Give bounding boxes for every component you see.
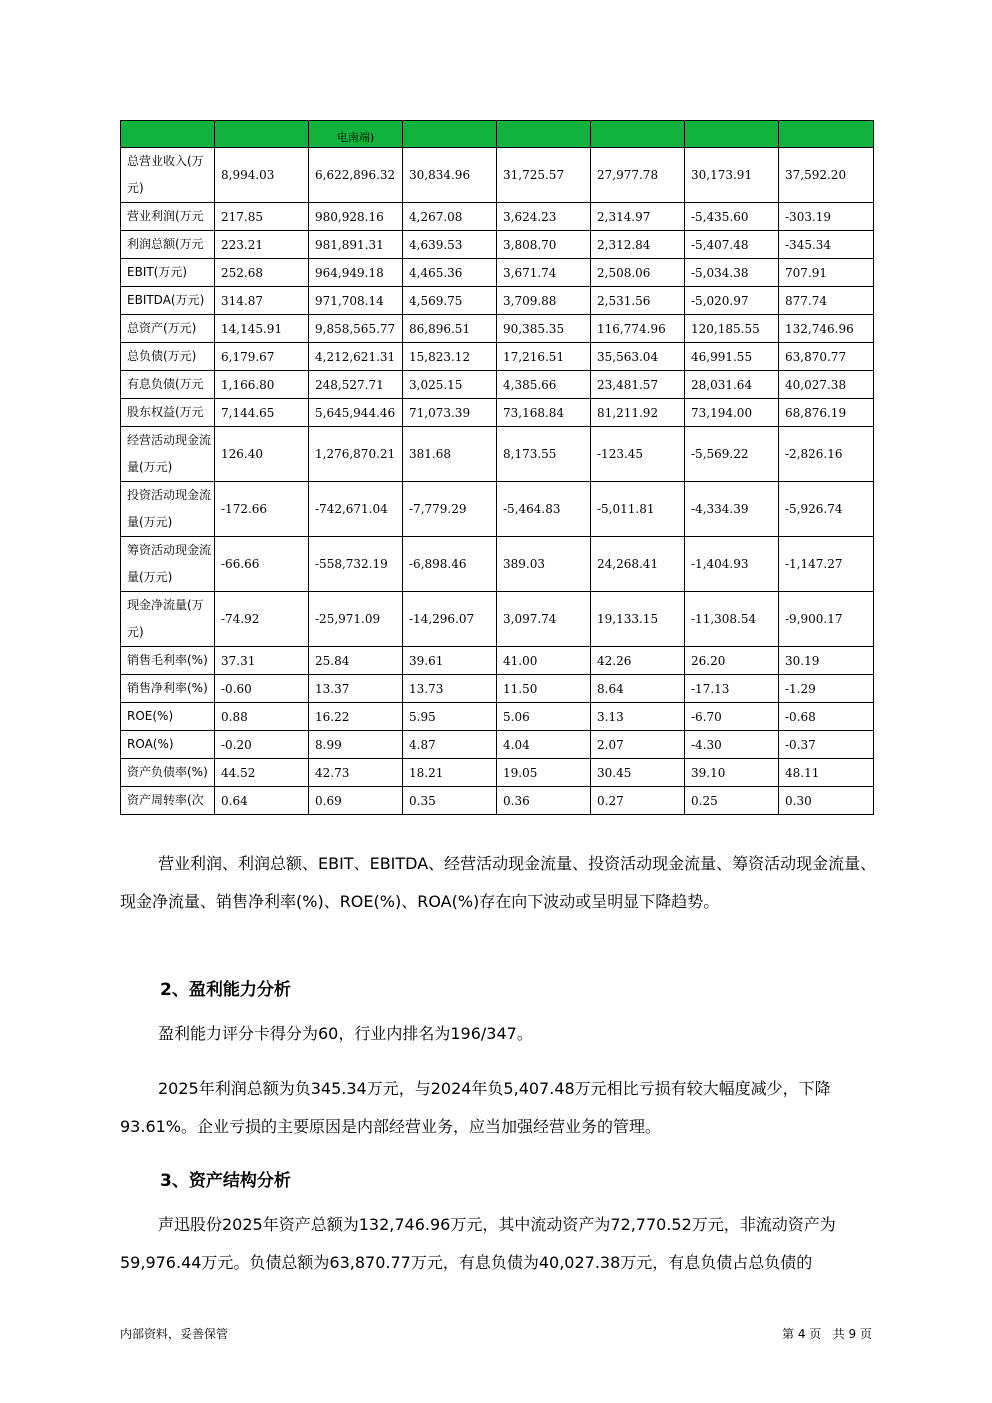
profit-paragraph: 2025年利润总额为负345.34万元，与2024年负5,407.48万元相比亏损有较大幅度减少，下降93.61%。企业亏损的主要原因是内部经营业务，应当加强经营业务的管理。	[120, 1079, 831, 1136]
table-cell: 42.73	[309, 759, 403, 787]
row-label: EBITDA(万元)	[121, 287, 215, 315]
header-cell	[215, 121, 309, 148]
table-cell: 25.84	[309, 647, 403, 675]
table-cell: 2,531.56	[591, 287, 685, 315]
table-cell: -303.19	[779, 203, 874, 231]
row-label: EBIT(万元)	[121, 259, 215, 287]
table-cell: 26.20	[685, 647, 779, 675]
table-cell: 0.25	[685, 787, 779, 815]
table-cell: -172.66	[215, 482, 309, 537]
table-cell: 19.05	[497, 759, 591, 787]
row-label: 筹资活动现金流量(万元)	[121, 537, 215, 592]
table-cell: -742,671.04	[309, 482, 403, 537]
table-cell: 42.26	[591, 647, 685, 675]
table-cell: 37,592.20	[779, 148, 874, 203]
table-row	[121, 537, 874, 592]
financial-table-body	[121, 121, 874, 815]
table-cell: -74.92	[215, 592, 309, 647]
table-cell: 63,870.77	[779, 343, 874, 371]
table-cell: 116,774.96	[591, 315, 685, 343]
table-cell: 248,527.71	[309, 371, 403, 399]
row-label: 股东权益(万元	[121, 399, 215, 427]
table-cell: 0.69	[309, 787, 403, 815]
table-cell: 46,991.55	[685, 343, 779, 371]
table-cell: 0.64	[215, 787, 309, 815]
table-cell: 11.50	[497, 675, 591, 703]
table-cell: 8.99	[309, 731, 403, 759]
table-cell: 7,144.65	[215, 399, 309, 427]
row-label: 总资产(万元)	[121, 315, 215, 343]
table-cell: 37.31	[215, 647, 309, 675]
row-label: ROA(%)	[121, 731, 215, 759]
table-cell: 73,194.00	[685, 399, 779, 427]
section-heading-profitability: 2、盈利能力分析	[160, 980, 291, 1000]
table-cell: -5,435.60	[685, 203, 779, 231]
table-cell: 8,994.03	[215, 148, 309, 203]
footer-page-number: 第 4 页 共 9 页	[782, 1327, 872, 1341]
table-cell: -0.37	[779, 731, 874, 759]
table-cell: 13.37	[309, 675, 403, 703]
table-cell: 30.19	[779, 647, 874, 675]
table-cell: -5,569.22	[685, 427, 779, 482]
table-cell: 0.88	[215, 703, 309, 731]
score-paragraph: 盈利能力评分卡得分为60，行业内排名为196/347。	[158, 1024, 533, 1043]
row-label: 投资活动现金流量(万元)	[121, 482, 215, 537]
table-cell: 2,508.06	[591, 259, 685, 287]
table-cell: 4,267.08	[403, 203, 497, 231]
table-cell: -123.45	[591, 427, 685, 482]
table-cell: -558,732.19	[309, 537, 403, 592]
table-row	[121, 343, 874, 371]
table-cell: -5,464.83	[497, 482, 591, 537]
table-cell: 4,385.66	[497, 371, 591, 399]
table-cell: 3,671.74	[497, 259, 591, 287]
table-cell: 877.74	[779, 287, 874, 315]
header-cell	[685, 121, 779, 148]
table-cell: 126.40	[215, 427, 309, 482]
table-cell: 4,465.36	[403, 259, 497, 287]
table-cell: 73,168.84	[497, 399, 591, 427]
table-cell: -4,334.39	[685, 482, 779, 537]
row-label: ROE(%)	[121, 703, 215, 731]
table-cell: 6,179.67	[215, 343, 309, 371]
table-cell: -6,898.46	[403, 537, 497, 592]
row-label: 营业利润(万元	[121, 203, 215, 231]
table-cell: 39.61	[403, 647, 497, 675]
table-cell: 41.00	[497, 647, 591, 675]
table-cell: 980,928.16	[309, 203, 403, 231]
table-cell: 3,624.23	[497, 203, 591, 231]
table-cell: -7,779.29	[403, 482, 497, 537]
table-cell: -11,308.54	[685, 592, 779, 647]
table-cell: -5,034.38	[685, 259, 779, 287]
table-cell: -5,407.48	[685, 231, 779, 259]
table-cell: 314.87	[215, 287, 309, 315]
section-heading-asset-structure: 3、资产结构分析	[160, 1171, 291, 1191]
table-cell: 3.13	[591, 703, 685, 731]
table-row	[121, 647, 874, 675]
summary-paragraph: 营业利润、利润总额、EBIT、EBITDA、经营活动现金流量、投资活动现金流量、筹资活动现金流量、现金净流量、销售净利率(%)、ROE(%)、ROA(%)存在向下波动或呈明显下降趋势。	[120, 854, 877, 911]
table-row	[121, 759, 874, 787]
row-label: 总营业收入(万元)	[121, 148, 215, 203]
row-label: 利润总额(万元	[121, 231, 215, 259]
table-cell: 132,746.96	[779, 315, 874, 343]
row-label: 经营活动现金流量(万元)	[121, 427, 215, 482]
table-row	[121, 399, 874, 427]
table-row	[121, 148, 874, 203]
table-cell: 4,569.75	[403, 287, 497, 315]
table-cell: 23,481.57	[591, 371, 685, 399]
table-cell: 24,268.41	[591, 537, 685, 592]
header-cell	[591, 121, 685, 148]
table-row	[121, 592, 874, 647]
table-cell: 4,212,621.31	[309, 343, 403, 371]
table-cell: 0.36	[497, 787, 591, 815]
table-cell: -25,971.09	[309, 592, 403, 647]
table-cell: -14,296.07	[403, 592, 497, 647]
table-cell: 964,949.18	[309, 259, 403, 287]
table-cell: -0.68	[779, 703, 874, 731]
footer-confidential-note: 内部资料，妥善保管	[120, 1327, 229, 1341]
table-cell: -0.60	[215, 675, 309, 703]
table-cell: 16.22	[309, 703, 403, 731]
table-cell: 8,173.55	[497, 427, 591, 482]
table-cell: 1,276,870.21	[309, 427, 403, 482]
table-cell: 19,133.15	[591, 592, 685, 647]
table-cell: 3,097.74	[497, 592, 591, 647]
table-cell: 2,314.97	[591, 203, 685, 231]
table-cell: -4.30	[685, 731, 779, 759]
header-cell	[779, 121, 874, 148]
table-cell: -5,011.81	[591, 482, 685, 537]
header-cell	[403, 121, 497, 148]
table-cell: 2.07	[591, 731, 685, 759]
row-label: 销售净利率(%)	[121, 675, 215, 703]
table-row	[121, 315, 874, 343]
table-cell: 8.64	[591, 675, 685, 703]
financial-table	[120, 120, 874, 815]
table-cell: -0.20	[215, 731, 309, 759]
table-cell: -2,826.16	[779, 427, 874, 482]
table-cell: 2,312.84	[591, 231, 685, 259]
table-cell: 981,891.31	[309, 231, 403, 259]
table-cell: 5,645,944.46	[309, 399, 403, 427]
table-row	[121, 231, 874, 259]
table-cell: 15,823.12	[403, 343, 497, 371]
table-cell: 30,173.91	[685, 148, 779, 203]
table-cell: 252.68	[215, 259, 309, 287]
table-cell: 4,639.53	[403, 231, 497, 259]
assets-paragraph: 声迅股份2025年资产总额为132,746.96万元，其中流动资产为72,770.52万元，非流动资产为59,976.44万元。负债总额为63,870.77万元，有息负债为40,027.38万元，有息负债占总负债的	[120, 1215, 836, 1272]
table-cell: 389.03	[497, 537, 591, 592]
table-cell: 30,834.96	[403, 148, 497, 203]
table-cell: 3,808.70	[497, 231, 591, 259]
table-row	[121, 203, 874, 231]
table-cell: 44.52	[215, 759, 309, 787]
table-cell: 1,166.80	[215, 371, 309, 399]
row-label: 销售毛利率(%)	[121, 647, 215, 675]
table-row	[121, 287, 874, 315]
table-cell: -1.29	[779, 675, 874, 703]
table-cell: 217.85	[215, 203, 309, 231]
row-label: 资产负债率(%)	[121, 759, 215, 787]
header-cell	[497, 121, 591, 148]
table-cell: 35,563.04	[591, 343, 685, 371]
table-cell: -17.13	[685, 675, 779, 703]
table-cell: 5.06	[497, 703, 591, 731]
table-cell: -1,147.27	[779, 537, 874, 592]
table-cell: 81,211.92	[591, 399, 685, 427]
table-cell: 381.68	[403, 427, 497, 482]
table-cell: 28,031.64	[685, 371, 779, 399]
table-cell: 86,896.51	[403, 315, 497, 343]
table-cell: -345.34	[779, 231, 874, 259]
row-label: 有息负债(万元	[121, 371, 215, 399]
table-cell: 17,216.51	[497, 343, 591, 371]
table-row	[121, 259, 874, 287]
header-cell: 电南端)	[309, 121, 403, 148]
table-cell: 48.11	[779, 759, 874, 787]
table-row	[121, 731, 874, 759]
table-cell: 13.73	[403, 675, 497, 703]
table-cell: -5,020.97	[685, 287, 779, 315]
table-cell: 27,977.78	[591, 148, 685, 203]
table-cell: 18.21	[403, 759, 497, 787]
table-row	[121, 482, 874, 537]
row-label: 资产周转率(次	[121, 787, 215, 815]
table-cell: 223.21	[215, 231, 309, 259]
table-cell: 90,385.35	[497, 315, 591, 343]
table-cell: 14,145.91	[215, 315, 309, 343]
table-cell: 9,858,565.77	[309, 315, 403, 343]
table-cell: 0.35	[403, 787, 497, 815]
table-row	[121, 787, 874, 815]
table-cell: 120,185.55	[685, 315, 779, 343]
table-cell: -1,404.93	[685, 537, 779, 592]
row-label: 总负债(万元)	[121, 343, 215, 371]
table-cell: 30.45	[591, 759, 685, 787]
table-cell: 0.27	[591, 787, 685, 815]
table-cell: 3,709.88	[497, 287, 591, 315]
table-cell: 3,025.15	[403, 371, 497, 399]
table-cell: 6,622,896.32	[309, 148, 403, 203]
table-header-row	[121, 121, 874, 148]
table-cell: 71,073.39	[403, 399, 497, 427]
table-cell: 4.04	[497, 731, 591, 759]
table-cell: 31,725.57	[497, 148, 591, 203]
table-cell: 40,027.38	[779, 371, 874, 399]
table-row	[121, 371, 874, 399]
table-cell: 5.95	[403, 703, 497, 731]
table-cell: 4.87	[403, 731, 497, 759]
table-cell: -66.66	[215, 537, 309, 592]
table-row	[121, 703, 874, 731]
table-cell: 39.10	[685, 759, 779, 787]
header-cell	[121, 121, 215, 148]
table-cell: 68,876.19	[779, 399, 874, 427]
table-cell: -9,900.17	[779, 592, 874, 647]
table-row	[121, 427, 874, 482]
row-label: 现金净流量(万元)	[121, 592, 215, 647]
table-cell: -5,926.74	[779, 482, 874, 537]
table-cell: 707.91	[779, 259, 874, 287]
table-cell: -6.70	[685, 703, 779, 731]
table-row	[121, 675, 874, 703]
table-cell: 0.30	[779, 787, 874, 815]
table-cell: 971,708.14	[309, 287, 403, 315]
